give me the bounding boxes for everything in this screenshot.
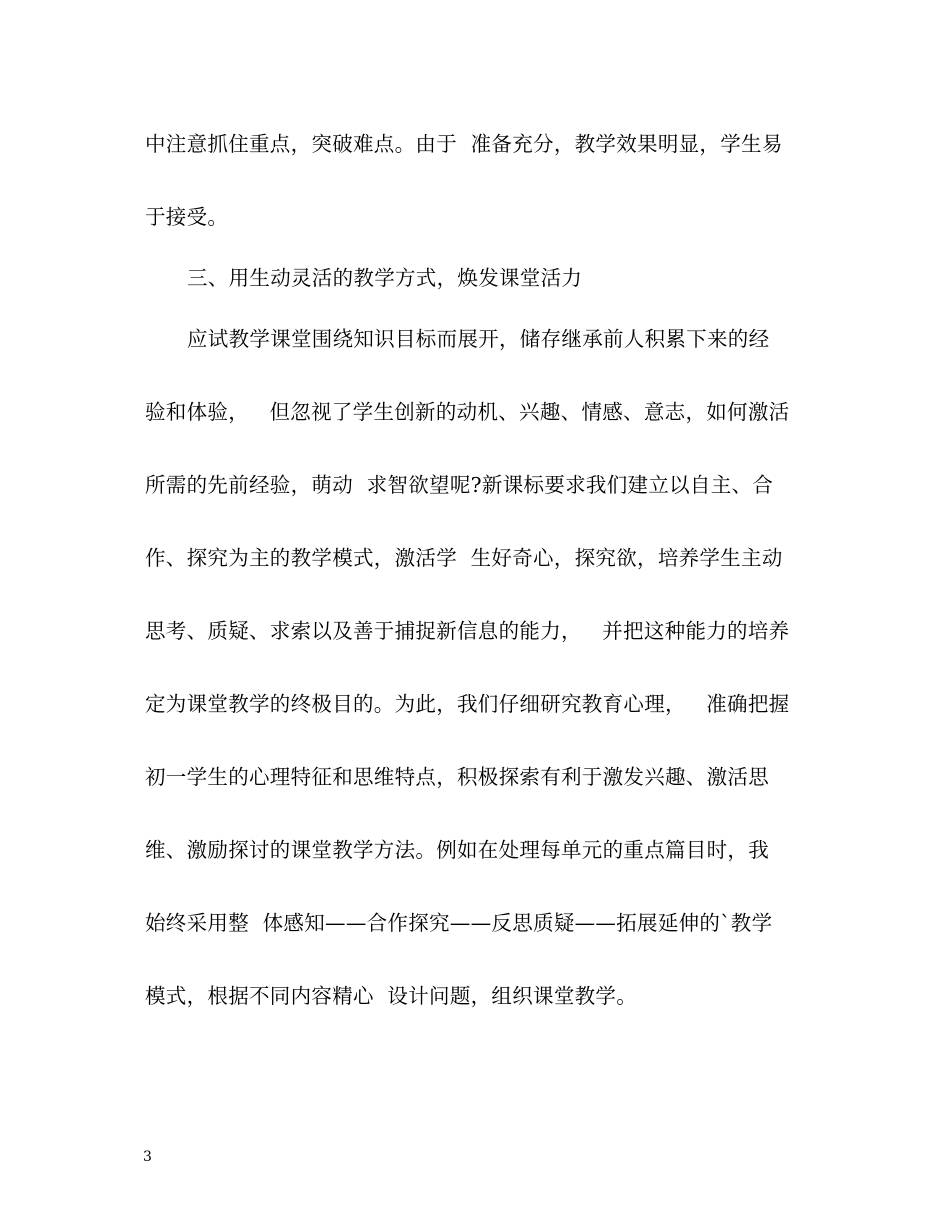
body-text-line: 定为课堂教学的终极目的。为此，我们仔细研究教育心理， 准确把握: [145, 692, 790, 716]
body-text-line: 模式，根据不同内容精心 设计问题，组织课堂教学。: [145, 984, 638, 1008]
paragraph-first-line: 应试教学课堂围绕知识目标而展开，储存继承前人积累下来的经: [187, 327, 770, 351]
body-text-line: 初一学生的心理特征和思维特点，积极探索有利于激发兴趣、激活思: [145, 765, 769, 789]
section-heading: 三、用生动灵活的教学方式，焕发课堂活力: [187, 266, 583, 290]
body-text-line: 中注意抓住重点，突破难点。由于 准备充分，教学效果明显，学生易: [145, 132, 783, 156]
body-text-line: 思考、质疑、求索以及善于捕捉新信息的能力， 并把这种能力的培养: [145, 619, 790, 643]
body-text-line: 验和体验， 但忽视了学生创新的动机、兴趣、情感、意志，如何激活: [145, 400, 790, 424]
body-text-line: 所需的先前经验，萌动 求智欲望呢?新课标要求我们建立以自主、合: [145, 473, 774, 497]
body-text-line: 始终采用整 体感知——合作探究——反思质疑——拓展延伸的`教学: [145, 911, 773, 935]
page-number: 3: [143, 1149, 152, 1165]
body-text-line: 于接受。: [145, 205, 229, 229]
body-text-line: 作、探究为主的教学模式，激活学 生好奇心，探究欲，培养学生主动: [145, 546, 783, 570]
body-text-line: 维、激励探讨的课堂教学方法。例如在处理每单元的重点篇目时，我: [145, 838, 769, 862]
